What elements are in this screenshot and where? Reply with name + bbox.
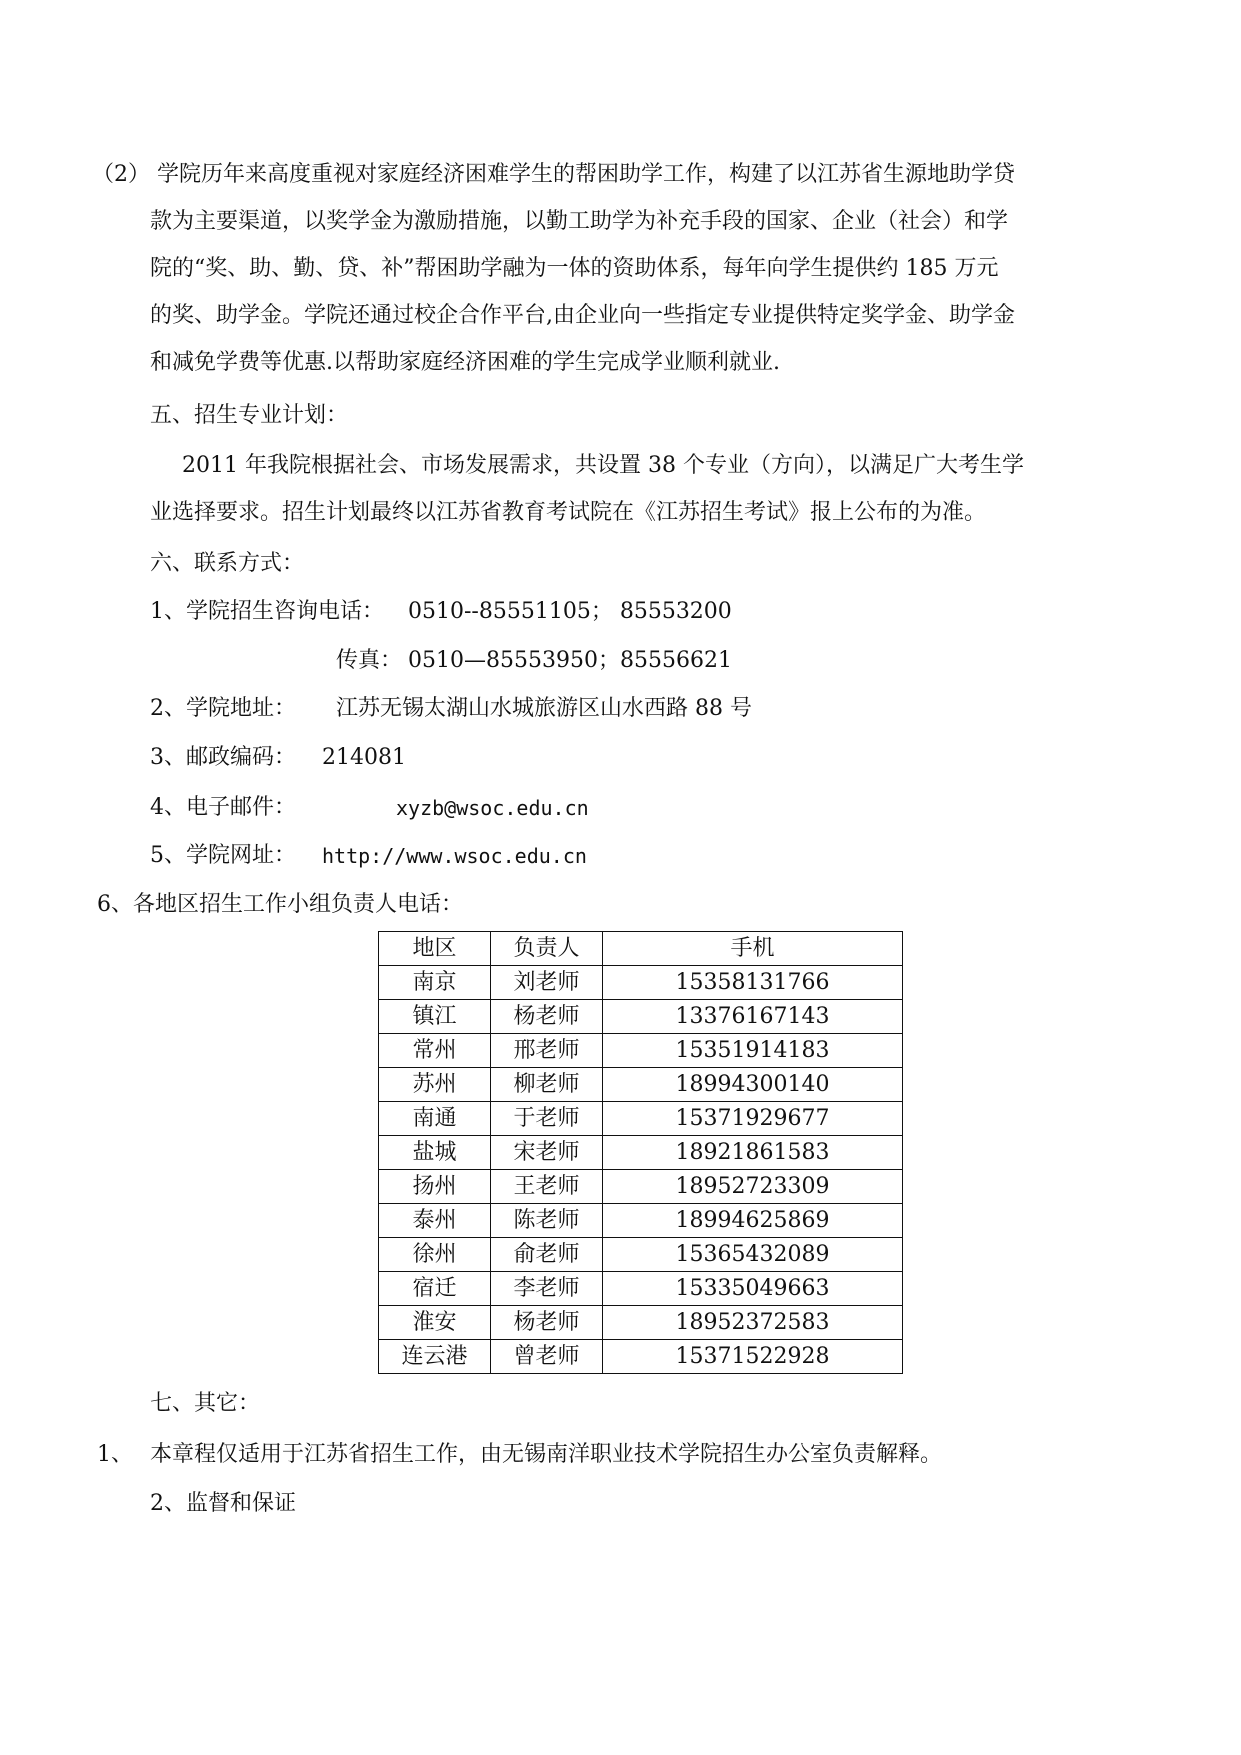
assistance-line-5: 和减免学费等优惠.以帮助家庭经济困难的学生完成学业顺利就业. bbox=[150, 350, 780, 375]
cell-contact-person: 刘老师 bbox=[491, 966, 603, 1000]
cell-contact-person: 于老师 bbox=[491, 1102, 603, 1136]
section-five-line-2: 业选择要求。招生计划最终以江苏省教育考试院在《江苏招生考试》报上公布的为准。 bbox=[150, 500, 987, 525]
cell-mobile: 15358131766 bbox=[603, 966, 903, 1000]
table-row bbox=[379, 966, 903, 1000]
table-row bbox=[379, 1170, 903, 1204]
cell-mobile: 18994625869 bbox=[603, 1204, 903, 1238]
cell-region: 南京 bbox=[379, 966, 491, 1000]
cell-contact-person: 宋老师 bbox=[491, 1136, 603, 1170]
website-value: http://www.wsoc.edu.cn bbox=[322, 844, 587, 868]
table-row bbox=[379, 1034, 903, 1068]
section-five-line-1: 2011 年我院根据社会、市场发展需求，共设置 38 个专业（方向），以满足广大考生学 bbox=[182, 453, 1024, 478]
table-row bbox=[379, 1340, 903, 1374]
cell-region: 淮安 bbox=[379, 1306, 491, 1340]
cell-mobile: 13376167143 bbox=[603, 1000, 903, 1034]
cell-region: 扬州 bbox=[379, 1170, 491, 1204]
phone-value: 0510--85551105； 85553200 bbox=[408, 599, 732, 624]
postcode-label: 3、邮政编码： bbox=[150, 745, 296, 770]
table-row bbox=[379, 1272, 903, 1306]
regional-contacts-title: 6、各地区招生工作小组负责人电话： bbox=[97, 892, 463, 917]
cell-region: 泰州 bbox=[379, 1204, 491, 1238]
cell-mobile: 18921861583 bbox=[603, 1136, 903, 1170]
table-row bbox=[379, 1136, 903, 1170]
cell-mobile: 15365432089 bbox=[603, 1238, 903, 1272]
table-row bbox=[379, 1306, 903, 1340]
cell-mobile: 18952372583 bbox=[603, 1306, 903, 1340]
section-seven-item2: 2、监督和保证 bbox=[150, 1491, 296, 1516]
cell-region: 连云港 bbox=[379, 1340, 491, 1374]
cell-mobile: 15351914183 bbox=[603, 1034, 903, 1068]
table-row bbox=[379, 1102, 903, 1136]
cell-contact-person: 俞老师 bbox=[491, 1238, 603, 1272]
email-label: 4、电子邮件： bbox=[150, 795, 296, 820]
postcode-value: 214081 bbox=[322, 745, 406, 770]
regional-contacts-table bbox=[378, 931, 903, 1374]
address-value: 江苏无锡太湖山水城旅游区山水西路 88 号 bbox=[336, 696, 752, 721]
assistance-line-3: 院的“奖、助、勤、贷、补”帮困助学融为一体的资助体系，每年向学生提供约 185 万元 bbox=[150, 256, 999, 281]
fax-label: 传真： bbox=[336, 648, 403, 673]
cell-contact-person: 邢老师 bbox=[491, 1034, 603, 1068]
email-value: xyzb@wsoc.edu.cn bbox=[396, 796, 589, 820]
cell-contact-person: 王老师 bbox=[491, 1170, 603, 1204]
address-label: 2、学院地址： bbox=[150, 696, 296, 721]
section-seven-heading: 七、其它： bbox=[150, 1391, 261, 1416]
cell-contact-person: 李老师 bbox=[491, 1272, 603, 1306]
cell-mobile: 18994300140 bbox=[603, 1068, 903, 1102]
table-header-row bbox=[379, 932, 903, 966]
cell-region: 盐城 bbox=[379, 1136, 491, 1170]
cell-mobile: 15335049663 bbox=[603, 1272, 903, 1306]
cell-contact-person: 陈老师 bbox=[491, 1204, 603, 1238]
table-row bbox=[379, 1068, 903, 1102]
cell-region: 宿迁 bbox=[379, 1272, 491, 1306]
assistance-line-4: 的奖、助学金。学院还通过校企合作平台,由企业向一些指定专业提供特定奖学金、助学金 bbox=[150, 303, 1015, 328]
cell-region: 徐州 bbox=[379, 1238, 491, 1272]
phone-label: 1、学院招生咨询电话： bbox=[150, 599, 384, 624]
cell-contact-person: 杨老师 bbox=[491, 1000, 603, 1034]
cell-region: 常州 bbox=[379, 1034, 491, 1068]
assistance-line-2: 款为主要渠道，以奖学金为激励措施，以勤工助学为补充手段的国家、企业（社会）和学 bbox=[150, 209, 1009, 234]
header-region: 地区 bbox=[379, 932, 491, 966]
assistance-line-1: （2） 学院历年来高度重视对家庭经济困难学生的帮困助学工作，构建了以江苏省生源地助学贷 bbox=[92, 162, 1015, 187]
table-row bbox=[379, 1204, 903, 1238]
section-six-heading: 六、联系方式： bbox=[150, 551, 305, 576]
cell-contact-person: 曾老师 bbox=[491, 1340, 603, 1374]
table-row bbox=[379, 1238, 903, 1272]
website-label: 5、学院网址： bbox=[150, 843, 296, 868]
cell-mobile: 15371522928 bbox=[603, 1340, 903, 1374]
cell-region: 苏州 bbox=[379, 1068, 491, 1102]
cell-region: 南通 bbox=[379, 1102, 491, 1136]
cell-mobile: 15371929677 bbox=[603, 1102, 903, 1136]
header-mobile: 手机 bbox=[603, 932, 903, 966]
header-contact-person: 负责人 bbox=[491, 932, 603, 966]
fax-value: 0510—85553950；85556621 bbox=[408, 648, 732, 673]
cell-region: 镇江 bbox=[379, 1000, 491, 1034]
cell-contact-person: 柳老师 bbox=[491, 1068, 603, 1102]
cell-mobile: 18952723309 bbox=[603, 1170, 903, 1204]
section-seven-item1-text: 本章程仅适用于江苏省招生工作，由无锡南洋职业技术学院招生办公室负责解释。 bbox=[150, 1442, 943, 1467]
section-seven-item1-number: 1、 bbox=[97, 1442, 133, 1467]
table-row bbox=[379, 1000, 903, 1034]
cell-contact-person: 杨老师 bbox=[491, 1306, 603, 1340]
section-five-heading: 五、招生专业计划： bbox=[150, 403, 349, 428]
